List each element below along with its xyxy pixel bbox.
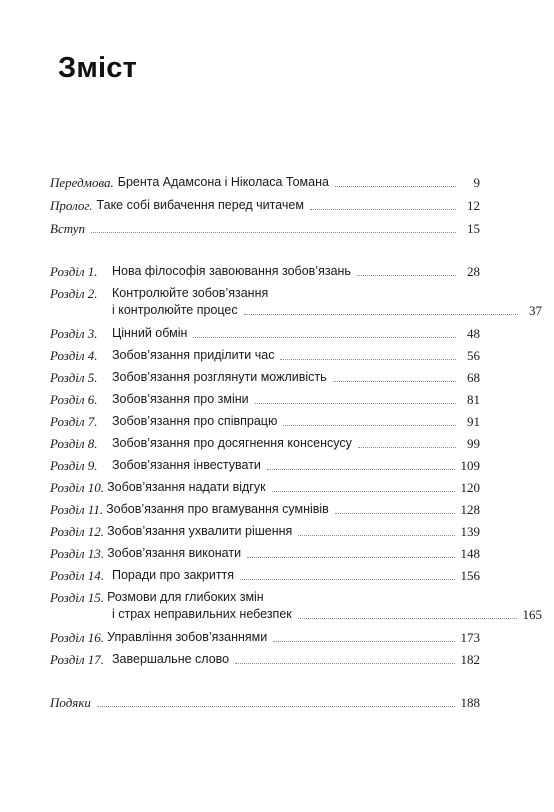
toc-entry-page: 148 xyxy=(460,546,480,561)
toc-entry-label: Розділ 16. xyxy=(50,630,105,645)
toc-entry-label: Передмова. xyxy=(50,175,114,190)
toc-entry-page: 91 xyxy=(467,414,480,429)
toc-entry-label: Розділ 7. xyxy=(50,414,98,429)
toc-entry-title: Брента Адамсона і Ніколаса Томана xyxy=(117,175,329,189)
toc-entry-label: Розділ 12. xyxy=(50,524,105,539)
toc-entry-label: Розділ 6. xyxy=(50,392,98,407)
toc-entry-label: Розділ 17. xyxy=(50,652,105,667)
toc-entry-title: Зобов’язання про зміни xyxy=(112,392,249,406)
leader-dots xyxy=(280,358,456,360)
leader-dots xyxy=(310,208,456,210)
toc-entry-title: Цінний обмін xyxy=(112,326,188,340)
toc-entry-page: 109 xyxy=(460,458,480,473)
toc-entry-title-cont: і контролюйте процес xyxy=(112,303,238,317)
toc-entry-chapter-3[interactable] xyxy=(50,325,480,342)
toc-entry-label: Розділ 14. xyxy=(50,568,105,583)
toc-entry-page: 28 xyxy=(467,264,480,279)
toc-entry-page: 81 xyxy=(467,392,480,407)
toc-entry-acknowledgements[interactable] xyxy=(50,694,480,711)
toc-entry-page: 156 xyxy=(460,568,480,583)
toc-entry-chapter-5[interactable] xyxy=(50,369,480,386)
toc-entry-page: 9 xyxy=(473,175,480,190)
toc-entry-chapter-17[interactable] xyxy=(50,651,480,668)
toc-entry-chapter-4[interactable] xyxy=(50,347,480,364)
leader-dots xyxy=(357,274,456,276)
leader-dots xyxy=(97,705,455,707)
leader-dots xyxy=(91,231,456,233)
toc-entry-page: 120 xyxy=(460,480,480,495)
toc-entry-label: Розділ 2. xyxy=(50,286,98,301)
toc-entry-title: Управління зобов’язаннями xyxy=(107,630,268,644)
toc-entry-label: Розділ 10. xyxy=(50,480,105,495)
toc-entry-label: Розділ 8. xyxy=(50,436,98,451)
leader-dots xyxy=(267,468,455,470)
toc-entry-label: Розділ 1. xyxy=(50,264,98,279)
toc-entry-title: Зобов’язання ухвалити рішення xyxy=(107,524,293,538)
toc-entry-chapter-7[interactable] xyxy=(50,413,480,430)
toc-entry-foreword[interactable] xyxy=(50,174,480,191)
toc-entry-chapter-1[interactable] xyxy=(50,263,480,280)
toc-entry-title: Зобов’язання про співпрацю xyxy=(112,414,278,428)
leader-dots xyxy=(333,380,456,382)
toc-entry-page: 182 xyxy=(460,652,480,667)
toc-entry-title: Таке собі вибачення перед читачем xyxy=(96,198,304,212)
toc-entry-title: Контролюйте зобов’язання xyxy=(112,286,269,300)
leader-dots xyxy=(273,640,454,642)
toc-entry-chapter-11[interactable] xyxy=(50,501,480,518)
toc-entry-chapter-15[interactable] xyxy=(50,589,542,623)
toc-entry-label: Розділ 5. xyxy=(50,370,98,385)
toc-entry-page: 15 xyxy=(467,221,480,236)
toc-entry-page: 56 xyxy=(467,348,480,363)
toc-entry-intro[interactable] xyxy=(50,220,480,237)
leader-dots xyxy=(193,336,456,338)
toc-entry-label: Розділ 15. xyxy=(50,590,105,605)
toc-entry-label: Розділ 13. xyxy=(50,546,105,561)
toc-entry-title: Розмови для глибоких змін xyxy=(107,590,264,604)
toc-entry-title: Зобов’язання про вгамування сумнівів xyxy=(106,502,329,516)
toc-entry-label: Вступ xyxy=(50,221,86,236)
toc-entry-page: 128 xyxy=(460,502,480,517)
toc-entry-page: 188 xyxy=(460,695,480,710)
toc-entry-page: 99 xyxy=(467,436,480,451)
toc-entry-title: Нова філософія завоювання зобов’язань xyxy=(112,264,351,278)
leader-dots xyxy=(244,313,518,315)
leader-dots xyxy=(335,185,456,187)
toc-entry-chapter-14[interactable] xyxy=(50,567,480,584)
toc-entry-title: Зобов’язання інвестувати xyxy=(112,458,261,472)
toc-entry-page: 165 xyxy=(522,607,542,622)
toc-entry-label: Розділ 11. xyxy=(50,502,104,517)
toc-entry-chapter-6[interactable] xyxy=(50,391,480,408)
toc-entry-page: 48 xyxy=(467,326,480,341)
toc-entry-page: 139 xyxy=(460,524,480,539)
toc-entry-title: Зобов’язання надати відгук xyxy=(107,480,266,494)
leader-dots xyxy=(247,556,454,558)
toc-entry-page: 37 xyxy=(529,303,542,318)
leader-dots xyxy=(358,446,456,448)
toc-entry-title: Зобов’язання приділити час xyxy=(112,348,275,362)
toc-entry-chapter-8[interactable] xyxy=(50,435,480,452)
page-title: Зміст xyxy=(58,52,138,84)
toc-entry-chapter-10[interactable] xyxy=(50,479,480,496)
toc-entry-chapter-16[interactable] xyxy=(50,629,480,646)
toc-entry-title: Зобов’язання виконати xyxy=(107,546,242,560)
toc-entry-label: Розділ 3. xyxy=(50,326,98,341)
toc-entry-prologue[interactable] xyxy=(50,197,480,214)
toc-entry-chapter-2[interactable] xyxy=(50,285,542,319)
toc-entry-title: Завершальне слово xyxy=(112,652,230,666)
toc-entry-label: Розділ 9. xyxy=(50,458,98,473)
toc-entry-title: Зобов’язання про досягнення консенсусу xyxy=(112,436,352,450)
leader-dots xyxy=(298,534,454,536)
leader-dots xyxy=(298,617,517,619)
toc-entry-chapter-9[interactable] xyxy=(50,457,480,474)
toc-entry-page: 68 xyxy=(467,370,480,385)
leader-dots xyxy=(283,424,456,426)
toc-entry-chapter-12[interactable] xyxy=(50,523,480,540)
toc-entry-page: 12 xyxy=(467,198,480,213)
toc-entry-label: Розділ 4. xyxy=(50,348,98,363)
toc-entry-label: Пролог. xyxy=(50,198,93,213)
leader-dots xyxy=(255,402,456,404)
toc-entry-page: 173 xyxy=(460,630,480,645)
leader-dots xyxy=(240,578,454,580)
toc-entry-title-cont: і страх неправильних небезпек xyxy=(112,607,292,621)
leader-dots xyxy=(335,512,455,514)
toc-entry-chapter-13[interactable] xyxy=(50,545,480,562)
leader-dots xyxy=(235,662,454,664)
toc-entry-label: Подяки xyxy=(50,695,91,710)
toc-entry-title: Поради про закриття xyxy=(112,568,235,582)
leader-dots xyxy=(272,490,455,492)
toc-entry-title: Зобов’язання розглянути можливість xyxy=(112,370,327,384)
